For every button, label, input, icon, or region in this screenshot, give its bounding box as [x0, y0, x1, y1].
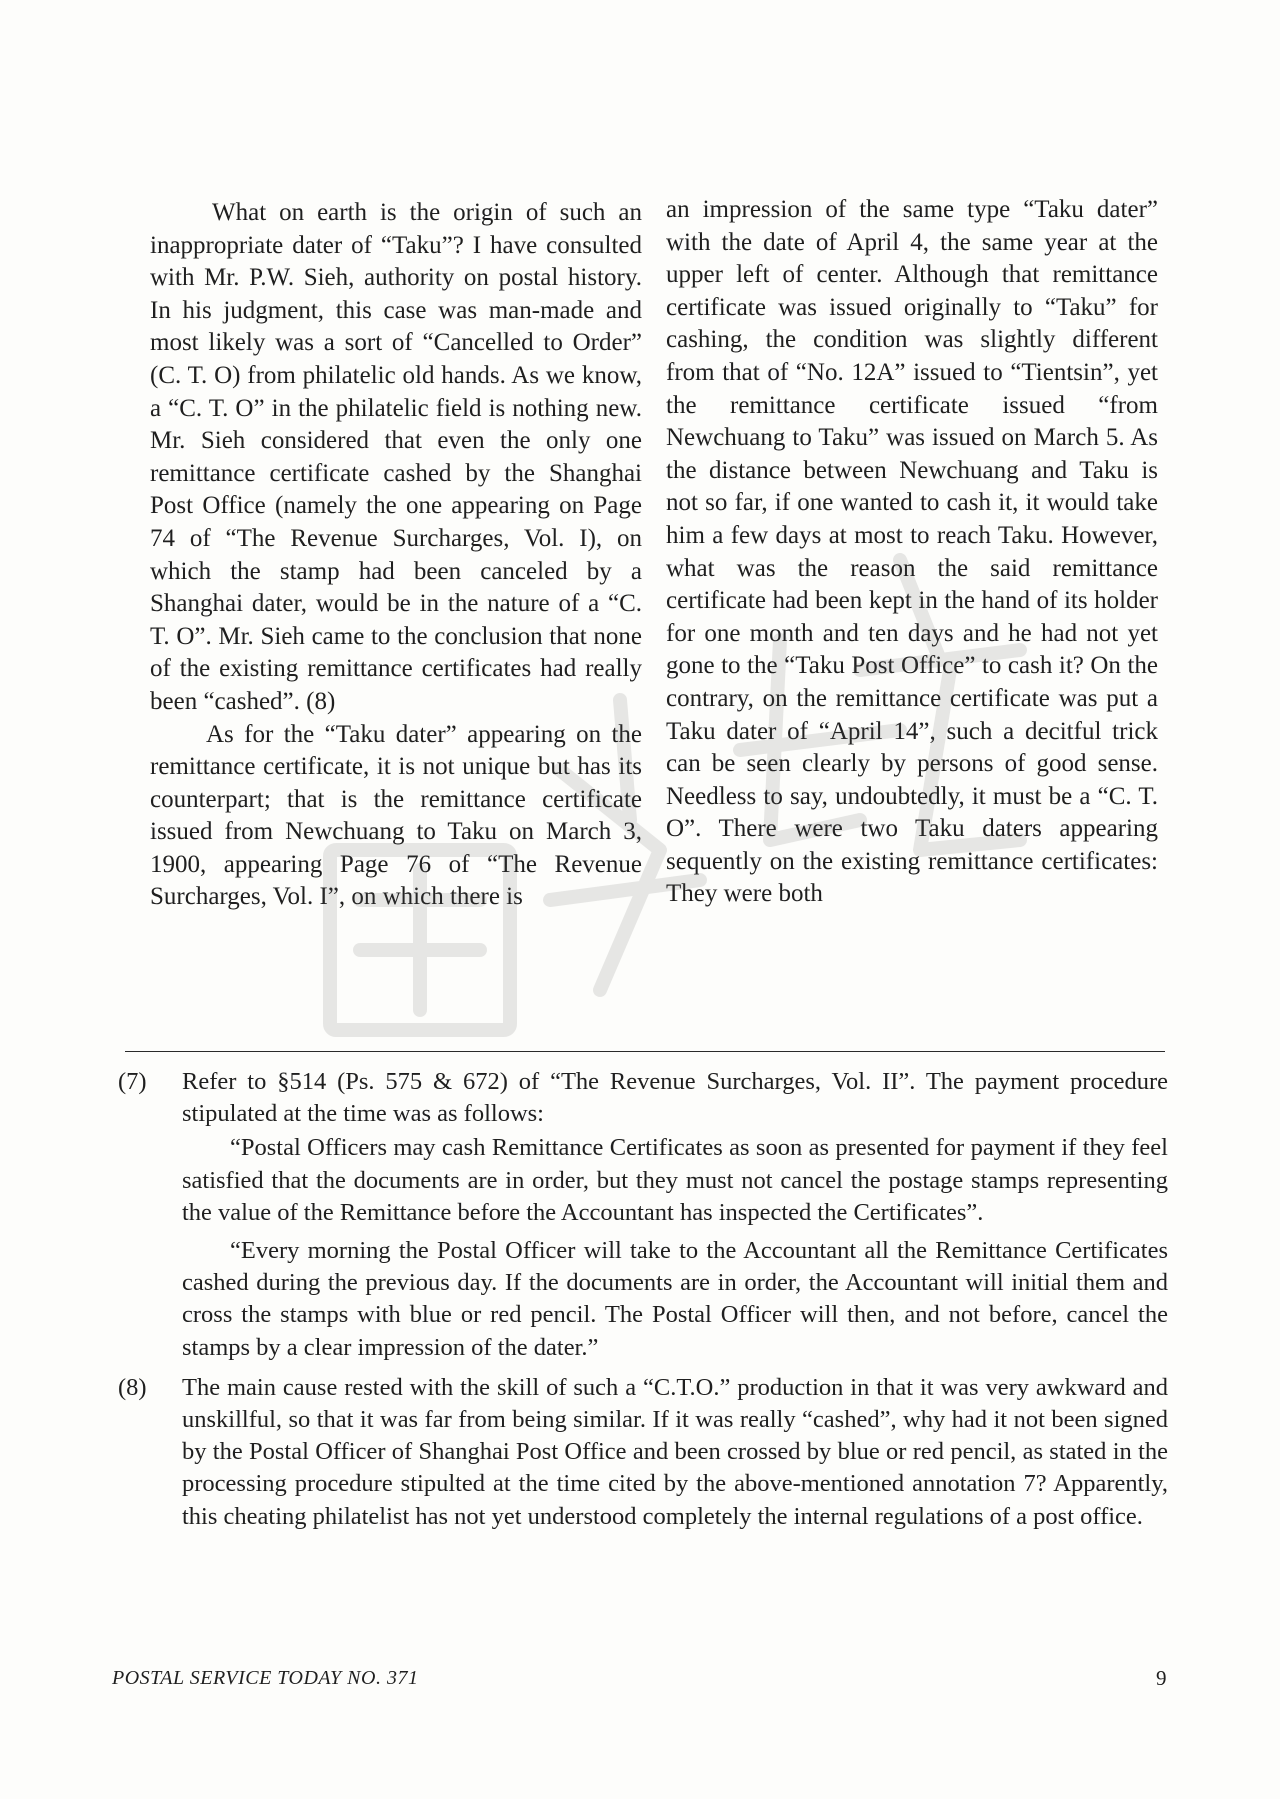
right-column [666, 194, 1158, 911]
footnote-number: (7) [118, 1068, 147, 1095]
footnote-text: The main cause rested with the skill of such a “C.T.O.” production in that it was very awkward and unskillful, so that it was far from being similar. If it was really “cashed”, why had it not been signed by the Postal Officer of Shanghai Post Office and been crossed by blue or red pencil, as stated in the processing procedure stipulted at the time cited by the above-mentioned annotation 7? Apparently, this cheating philatelist has not yet understood completely the internal regulations of a post office. [182, 1373, 1168, 1530]
paragraph: an impression of the same type “Taku dater” with the date of April 4, the same year at the upper left of center. Although that remittance certificate was issued originally to “Taku” for cashing, the condition was slightly different from that of “No. 12A” issued to “Tientsin”, yet the remittance certificate issued “from Newchuang to Taku” was issued on March 5. As the distance between Newchuang and Taku is not so far, if one wanted to cash it, it would take him a few days at most to reach Taku. However, what was the reason the said remittance certificate had been kept in the hand of its holder for one month and ten days and he had not yet gone to the “Taku Post Office” to cash it? On the contrary, on the remittance certificate was put a Taku dater of “April 14”, such a decitful trick can be seen clearly by persons of good sense. Needless to say, undoubtedly, it must be a “C. T. O”. There were two Taku daters appearing sequently on the existing remittance certificates: They were both [666, 196, 1158, 908]
paragraph: What on earth is the origin of such an inappropriate dater of “Taku”? I have consulted with Mr. P.W. Sieh, authority on postal history. In his judgment, this case was man-made and most likely was a sort of “Cancelled to Order” (C. T. O) from philatelic old hands. As we know, a “C. T. O” in the philatelic field is nothing new. Mr. Sieh considered that even the only one remittance certificate cashed by the Shanghai Post Office (namely the one appearing on Page 74 of “The Revenue Surcharges, Vol. I), on which the stamp had been canceled by a Shanghai dater, would be in the nature of a “C. T. O”. Mr. Sieh came to the conclusion that none of the existing remittance certificates had really been “cashed”. (8) [150, 199, 642, 715]
footnote-8 [118, 1372, 1168, 1533]
page-number: 9 [1156, 1666, 1167, 1690]
paragraph: As for the “Taku dater” appearing on the remittance certificate, it is not unique but has its counterpart; that is the remittance certificate issued from Newchuang to Taku on March 3, 1900, appearing Page 76 of “The Revenue Surcharges, Vol. I”, on which there is [150, 720, 642, 911]
footnote-quote: “Every morning the Postal Officer will take to the Accountant all the Remittance Certificates cashed during the previous day. If the documents are in order, the Accountant will initial them and cross the stamps with blue or red pencil. The Postal Officer will then, and not before, cancel the stamps by a clear impression of the dater.” [182, 1237, 1168, 1361]
body-columns [150, 197, 1164, 1043]
left-column [150, 197, 642, 914]
footnote-7 [118, 1066, 1168, 1364]
footnote-quote: “Postal Officers may cash Remittance Certificates as soon as presented for payment if they feel satisfied that the documents are in order, but they must not cancel the postage stamps representing the value of the Remittance before the Accountant has inspected the Certificates”. [182, 1134, 1168, 1226]
footnotes [118, 1066, 1168, 1541]
publication-footer: POSTAL SERVICE TODAY NO. 371 [112, 1667, 419, 1689]
footnote-divider [125, 1051, 1165, 1052]
footnote-number: (8) [118, 1373, 147, 1401]
footnote-text: Refer to §514 (Ps. 575 & 672) of “The Revenue Surcharges, Vol. II”. The payment procedure stipulated at the time was as follows: [182, 1068, 1168, 1128]
